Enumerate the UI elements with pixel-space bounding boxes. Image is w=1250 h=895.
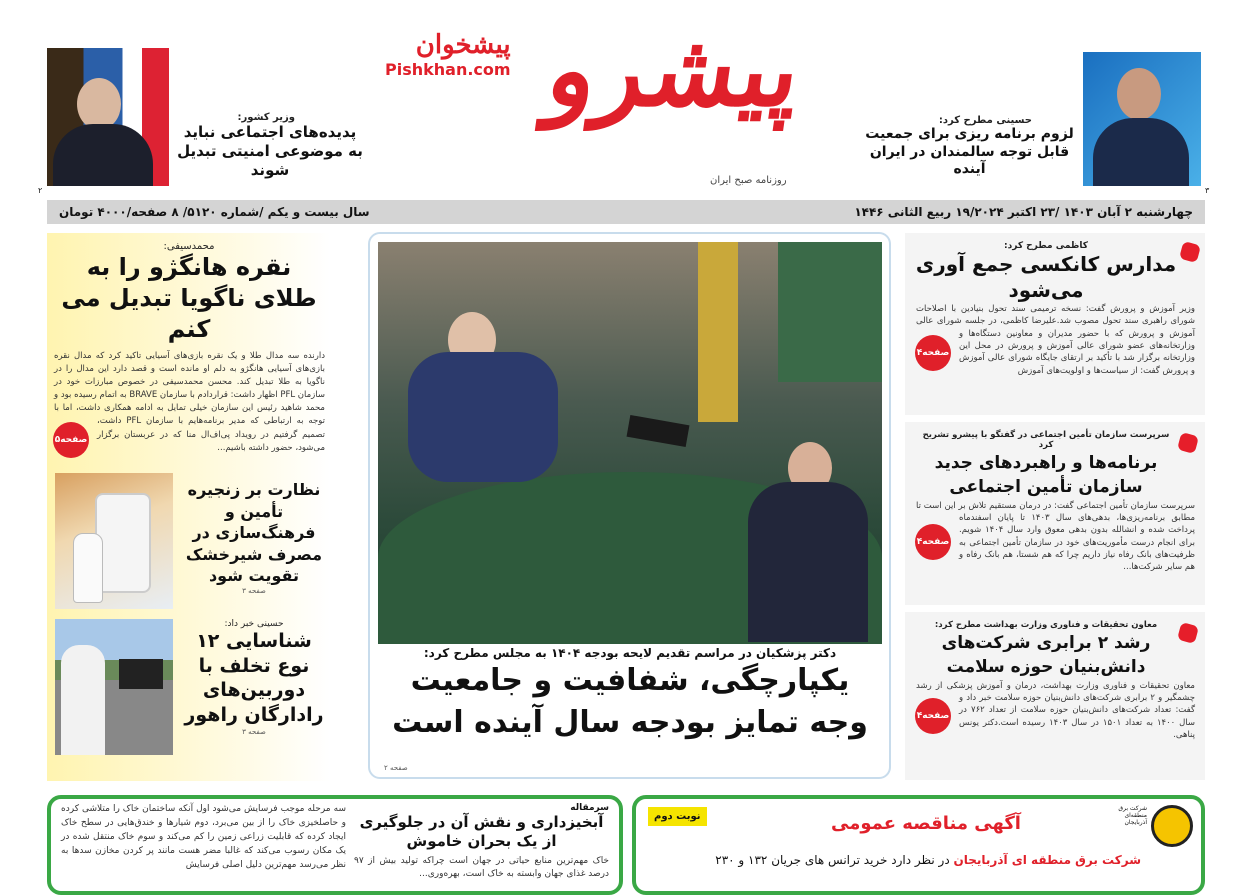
bullet-icon xyxy=(1177,622,1199,644)
editorial-box[interactable] xyxy=(47,795,623,895)
logo-subtitle: روزنامه صبح ایران xyxy=(710,175,787,186)
power-company-logo xyxy=(1151,805,1193,847)
headline: شناسایی ۱۲ نوع تخلف با دوربین‌های رادارگان راهور xyxy=(184,630,324,727)
interior-minister-photo xyxy=(47,48,169,186)
story-body: سرپرست سازمان تأمین اجتماعی گفت: در درمان مستقیم تلاش بر این است تا مطابق برنامه‌ریزی‌ها، بدهی‌های سال ۱۴۰۳ تا پایان اسفندماه پرداخت شده و انشالله بدون بدهی معوق وارد سال ۱۴۰۴ شویم. برای انجام درست مأموریت‌های خود در سازمان تأمین اجتماعی به ظرفیت‌های بانک رفاه نیاز داریم چرا که هم شستا، هم بانک رفاه و هم سایر شرکت‌ها... xyxy=(916,500,1195,573)
headline: رشد ۲ برابری شرکت‌های دانش‌بنیان حوزه سلامت xyxy=(941,633,1151,677)
milk-story[interactable] xyxy=(179,479,329,595)
kicker: محمدسیفی: xyxy=(163,241,215,252)
watermark-logo: پیشخوان xyxy=(415,30,511,60)
parliament-photo xyxy=(378,242,882,644)
editorial-body: خاک مهم‌ترین منابع حیاتی در جهان است چراکه تولید بیش از ۹۷ درصد غذای جهان وابسته به خاک است، بهره‌وری... xyxy=(354,855,609,880)
right-story-1[interactable] xyxy=(905,233,1205,415)
headline: پدیده‌های اجتماعی نباید به موضوعی امنیتی تبدیل شوند xyxy=(177,123,363,179)
ad-company: شرکت برق منطقه ای آذربایجان xyxy=(953,853,1141,867)
left-column xyxy=(47,233,330,781)
kicker: سرپرست سازمان تأمین اجتماعی در گفتگو با پیشرو تشریح کرد xyxy=(922,430,1170,450)
story-body: دارنده سه مدال طلا و یک نقره بازی‌های آسیایی تاکید کرد که مدال نقره بازی‌های آسیایی هانگژو به دلم او مانده است و قصد دارد این مدال را در ناگویا به طلا تبدیل کند. محسن محمدسیفی در خصوص مبارزات خود در سازمان PFL اظهار داشت: قراردادم با سازمان BRAVE به اتمام رسیده بود و محمد شاهید رئیس این سازمان خیلی تمایل به ادامه همکاری داشت، اما با توجه به ارتباطی که مدیر برنامه‌هایم با سازمان PFL داشت، تصمیم گرفتیم در رویداد پی‌اف‌ال منا که در عربستان برگزار می‌شود، حضور داشته باشیم... xyxy=(54,350,325,453)
headline: برنامه‌ها و راهبردهای جدید سازمان تأمین اجتماعی xyxy=(934,453,1158,497)
headline: نقره هانگژو را به طلای ناگویا تبدیل می کنم xyxy=(61,253,317,344)
page-ref: صفحه ۲ xyxy=(384,764,408,772)
date-bar xyxy=(47,200,1205,224)
page-badge[interactable]: صفحه۴ xyxy=(915,524,951,560)
page-marker: ۳ xyxy=(1205,186,1210,195)
milk-powder-photo xyxy=(55,473,173,609)
story-body: معاون تحقیقات و فناوری وزارت بهداشت، درمان و آموزش پزشکی از رشد چشمگیر و ۲ برابری شرکت‌های دانش‌بنیان حوزه سلامت خبر داد و گفت: تعداد شرکت‌های دانش‌بنیان حوزه سلامت از تعداد ۷۶۲ در سال ۱۴۰۰ به تعداد ۱۵۰۱ در سال ۱۴۰۳ رسیده است.دکتر یونس پناهی. xyxy=(916,680,1196,740)
bullet-icon xyxy=(1179,241,1201,263)
kicker: کاظمی مطرح کرد: xyxy=(1004,241,1088,251)
pishkhan-watermark xyxy=(385,30,511,79)
masthead-logo xyxy=(530,10,810,195)
watermark-url: Pishkhan.com xyxy=(385,60,511,79)
right-story-3[interactable] xyxy=(905,612,1205,780)
page-ref: صفحه ۳ xyxy=(242,586,266,595)
page-badge[interactable]: صفحه۵ xyxy=(53,422,89,458)
headline: مدارس کانکسی جمع آوری می‌شود xyxy=(915,252,1177,302)
logo-caption: شرکت برق منطقه‌ای آذربایجان xyxy=(1118,805,1147,827)
page-ref: صفحه ۳ xyxy=(242,727,266,736)
issue-date: چهارشنبه ۲ آبان ۱۴۰۳ /۲۳ اکتبر ۱۹/۲۰۲۴ ربیع الثانی ۱۴۴۶ xyxy=(854,205,1193,219)
headline: لزوم برنامه ریزی برای جمعیت قابل توجه سالمندان در ایران آینده xyxy=(865,126,1074,177)
page-badge[interactable]: صفحه۴ xyxy=(915,335,951,371)
sport-story[interactable] xyxy=(53,241,325,460)
issue-info: سال بیست و یکم /شماره ۵۱۲۰/ ۸ صفحه/۴۰۰۰ تومان xyxy=(59,205,370,219)
editorial-headline: آبخیزداری و نقش آن در جلوگیری از یک بحران خاموش xyxy=(359,813,604,850)
page-marker: ۲ xyxy=(38,186,43,195)
story-body: وزیر آموزش و پرورش گفت: نسخه ترمیمی سند تحول بنیادین با اصلاحات شورای راهبری سند تحول مصوب شد.علیرضا کاظمی، در جلسه شورای عالی آموزش و پرورش که با حضور مدیران و معاونین دستگاه‌ها و وزارتخانه‌های عضو شورای عالی آموزش و پرورش در محل این وزارتخانه برگزار شد با تأکید بر ارتقای جایگاه شورای عالی آموزش و پرورش گفت: از سیاست‌ها و اولویت‌های آموزش xyxy=(916,304,1195,376)
header-left-story[interactable] xyxy=(175,112,365,179)
radar-story[interactable] xyxy=(179,619,329,736)
right-story-2[interactable] xyxy=(905,422,1205,605)
page-badge[interactable]: صفحه۴ xyxy=(915,698,951,734)
kicker: دکتر پزشکیان در مراسم تقدیم لایحه بودجه ۱۴۰۴ به مجلس مطرح کرد: xyxy=(423,646,837,660)
lead-story[interactable] xyxy=(368,232,891,779)
kicker: حسینی خبر داد: xyxy=(224,619,284,629)
kicker: حسینی مطرح کرد: xyxy=(938,115,1032,126)
ad-text: در نظر دارد خرید ترانس های جریان ۱۳۲ و ۲۳۰ xyxy=(715,853,950,867)
headline: نظارت بر زنجیره تأمین و فرهنگ‌سازی در مصرف شیرخشک تقویت شود xyxy=(185,480,323,586)
ad-tag: نوبت دوم xyxy=(648,807,707,826)
logo-text: پیشرو xyxy=(541,11,809,129)
kicker: وزیر کشور: xyxy=(237,112,295,123)
editorial-label: سرمقاله xyxy=(570,803,609,813)
kicker: معاون تحقیقات و فناوری وزارت بهداشت مطرح کرد: xyxy=(934,620,1158,630)
traffic-camera-photo xyxy=(55,619,173,755)
hosseini-photo xyxy=(1083,52,1201,186)
bullet-icon xyxy=(1177,432,1199,454)
lead-headline: یکپارچگی، شفافیت و جامعیت وجه تمایز بودجه سال آینده است xyxy=(392,663,868,740)
header-right-story[interactable] xyxy=(862,115,1077,179)
editorial-body-continued: سه مرحله موجب فرسایش می‌شود اول آنکه ساختمان خاک را متلاشی کرده و حاصلخیزی خاک را از بین می‌برد، دوم شیارها و خندق‌هایی در سطح خاک ایجاد کرده که قابلیت زراعی زمین را کم می‌کند و سوم خاک منتقل شده در یک مکان رسوب می‌کند که غالبا مضر هست مانند پر کردن مخازن سدها به نظر می‌رسد مهم‌ترین دلیل اصلی فرسایش xyxy=(61,804,346,870)
ad-title: آگهی مناقصه عمومی xyxy=(831,813,1021,834)
tender-ad[interactable] xyxy=(632,795,1205,895)
